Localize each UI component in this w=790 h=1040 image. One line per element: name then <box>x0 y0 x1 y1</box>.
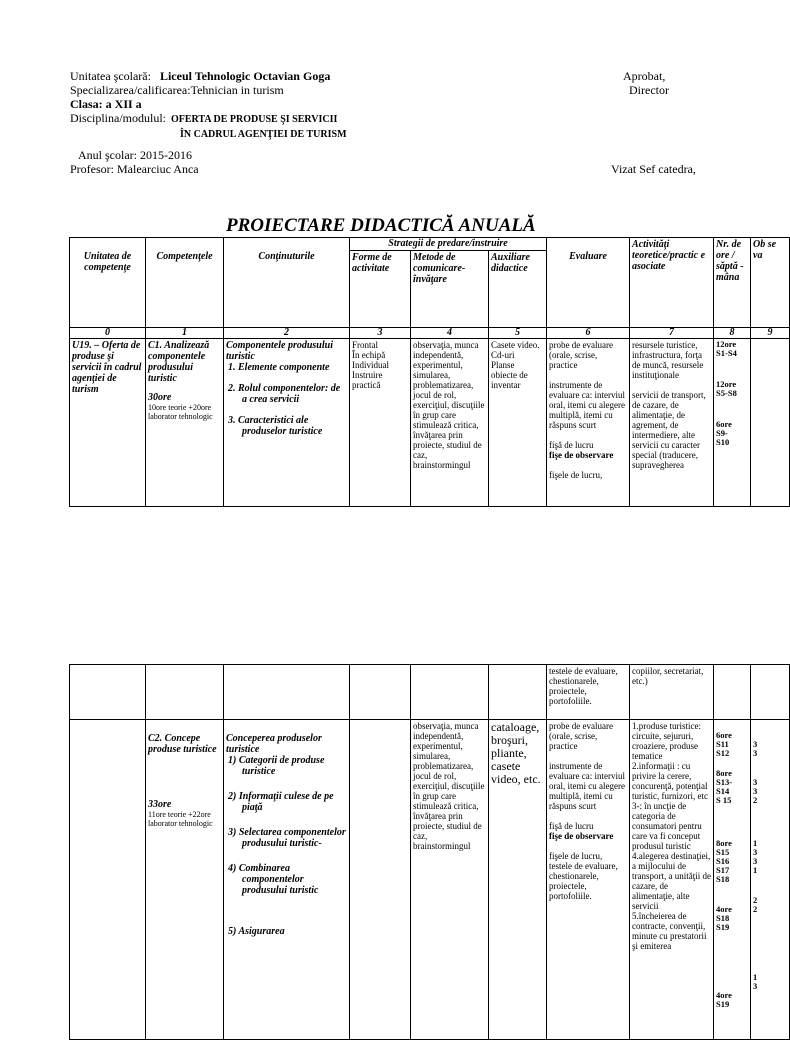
obs-entry: 3 3 <box>753 739 758 758</box>
header-forms: Forme de activitate <box>350 251 411 328</box>
eval-text: fişă de lucru <box>549 440 594 450</box>
evaluation-cell <box>547 339 630 507</box>
content-title: Conceperea produselor turistice <box>226 733 322 755</box>
competence-title: C1. Analizează componentele produsului turistic <box>148 340 210 384</box>
empty-cell <box>70 720 146 1040</box>
header-activities: Activităţi teoretice/practic e asociate <box>630 238 714 328</box>
class: Clasa: a XII a <box>70 97 142 111</box>
obs-entry: 2 2 <box>753 895 758 914</box>
column-number: 1 <box>146 328 224 339</box>
aux-cell: cataloage, broşuri, pliante, casete video, etc. <box>489 720 547 1040</box>
column-number: 9 <box>751 328 790 339</box>
activity-text: servicii de transport, de cazare, de alimentaţie, de agrement, de intermediere, alte servicii cu caracter special (traducere, supravegherea <box>632 390 706 470</box>
school-unit <box>70 69 330 83</box>
header-methods: Metode de comunicare-învăţare <box>411 251 489 328</box>
table-row <box>70 339 790 507</box>
hours-entry: 12ore S5-S8 <box>716 379 737 398</box>
activities-cell <box>630 720 714 1040</box>
observations-cell <box>751 339 790 507</box>
teacher: Profesor: Malearciuc Anca <box>70 162 199 176</box>
content-item: 3) Selectarea componentelor produsului turistic- <box>228 827 346 849</box>
column-number: 3 <box>350 328 411 339</box>
column-number: 7 <box>630 328 714 339</box>
school-unit-value: Liceul Tehnologic Octavian Goga <box>159 69 331 83</box>
school-year: Anul şcolar: 2015-2016 <box>78 148 192 162</box>
competence-cell <box>146 720 224 1040</box>
eval-text: fişele de lucru, testele de evaluare, chestionarele, proiectele, portofoliile. <box>549 851 618 901</box>
empty-cell <box>751 665 790 720</box>
header-content: Conţinuturile <box>224 238 350 328</box>
eval-text-bold: fişe de observare <box>549 831 614 841</box>
hours-entry: 6ore S9- S10 <box>716 419 732 447</box>
column-number: 4 <box>411 328 489 339</box>
hours-entry: 4ore S19 <box>716 990 732 1009</box>
content-cell <box>224 720 350 1040</box>
approved-label: Aprobat, <box>623 69 666 83</box>
content-item: 4) Combinarea componentelor produsului turistic <box>228 863 319 896</box>
obs-entry: 3 3 2 <box>753 777 758 805</box>
discipline <box>70 111 337 127</box>
unit-cell: U19. – Oferta de produse şi servicii în cadrul agenţiei de turism <box>70 339 146 507</box>
column-number-row <box>70 328 790 339</box>
column-number: 2 <box>224 328 350 339</box>
activity-text: 1.produse turistice: circuite, sejururi, croaziere, produse tematice <box>632 721 701 761</box>
observations-cell <box>751 720 790 1040</box>
evaluation-cell <box>547 720 630 1040</box>
content-item: 1) Categorii de produse turistice <box>228 755 325 777</box>
eval-text: probe de evaluare (orale, scrise, practice <box>549 721 613 751</box>
column-number: 5 <box>489 328 547 339</box>
obs-entry: 1 3 <box>753 972 758 991</box>
header-competences: Competenţele <box>146 238 224 328</box>
header-aux: Auxiliare didactice <box>489 251 547 328</box>
empty-cell <box>489 665 547 720</box>
content-item: 1. Elemente componente <box>228 362 330 373</box>
discipline-line1: OFERTA DE PRODUSE ŞI SERVICII <box>171 114 338 125</box>
obs-entry: 1 3 3 1 <box>753 838 758 875</box>
hours-entry: 8ore S15 S16 S17 S18 <box>716 838 732 884</box>
empty-cell <box>224 665 350 720</box>
empty-cell <box>411 665 489 720</box>
header-hours: Nr. de ore / săptă - mâna <box>714 238 751 328</box>
empty-cell <box>714 665 751 720</box>
competence-hours: 30ore <box>148 392 172 403</box>
header-strategies: Strategii de predare/instruire <box>350 238 547 251</box>
hours-cell <box>714 339 751 507</box>
eval-text: instrumente de evaluare ca: interviul oral, itemi cu alegere multiplă, itemi cu răspuns scurt <box>549 380 625 430</box>
visa-label: Vizat Sef catedra, <box>611 162 696 176</box>
activity-text: 5.încheierea de contracte, convenţii, minute cu prestatorii şi emiterea <box>632 911 707 951</box>
discipline-line2: ÎN CADRUL AGENŢIEI DE TURISM <box>180 129 347 140</box>
forms-cell: Frontal În echipă Individual Instruire practică <box>350 339 411 507</box>
hours-entry: 6ore S11 S12 <box>716 730 732 758</box>
hours-entry: 8ore S13- S14 S 15 <box>716 768 733 805</box>
director-label: Director <box>629 83 669 97</box>
eval-text: fişele de lucru, <box>549 470 603 480</box>
content-cell <box>224 339 350 507</box>
empty-cell <box>146 665 224 720</box>
eval-text: fişă de lucru <box>549 821 594 831</box>
eval-text: instrumente de evaluare ca: interviul oral, itemi cu alegere multiplă, itemi cu răspuns scurt <box>549 761 625 811</box>
specialization: Specializarea/calificarea:Tehnician in turism <box>70 83 284 97</box>
activity-text: 4.alegerea destinaţiei, a mijlocului de transport, a unităţii de cazare, de alimentaţie, alte servicii <box>632 851 711 911</box>
competence-detail: 11ore teorie +22ore laborator tehnologic <box>148 810 213 828</box>
planning-table-part1 <box>69 237 790 507</box>
competence-cell <box>146 339 224 507</box>
activities-cell: copiilor, secretariat, etc.) <box>630 665 714 720</box>
header-observations: Ob se va <box>751 238 790 328</box>
column-number: 6 <box>547 328 630 339</box>
table-row <box>70 665 790 720</box>
hours-cell <box>714 720 751 1040</box>
empty-cell <box>350 665 411 720</box>
methods-cell: observaţia, munca independentă, experimentul, simularea, problematizarea, jocul de rol, exerciţiul, discuţiile în grup care stimulează critica, învăţarea prin proiecte, studiul de caz, brainstormingul <box>411 339 489 507</box>
competence-detail: 10ore teorie +20ore laborator tehnologic <box>148 403 213 421</box>
empty-cell <box>350 720 411 1040</box>
discipline-label: Disciplina/modulul: <box>70 111 166 125</box>
column-number: 0 <box>70 328 146 339</box>
empty-cell <box>70 665 146 720</box>
evaluation-cell: testele de evaluare, chestionarele, proiectele, portofoliile. <box>547 665 630 720</box>
competence-hours: 33ore <box>148 799 172 810</box>
activity-text: 2.informaţii : cu privire la cerere, concurenţă, potenţial turistic, furnizori, etc <box>632 761 708 801</box>
activity-text: 3-: în uncţie de categoria de consumatori pentru care va fi conceput produsul turistic <box>632 801 702 851</box>
eval-text-bold: fişe de observare <box>549 450 614 460</box>
hours-entry: 4ore S18 S19 <box>716 904 732 932</box>
competence-title: C2. Concepe produse turistice <box>148 733 217 755</box>
content-item: 2) Informaţii culese de pe piaţă <box>228 791 334 813</box>
school-unit-label: Unitatea şcolară: <box>70 69 151 83</box>
table-row <box>70 720 790 1040</box>
content-item: 5) Asigurarea <box>228 926 285 937</box>
activities-cell <box>630 339 714 507</box>
document-title: PROIECTARE DIDACTICĂ ANUALĂ <box>226 215 536 236</box>
planning-table-part2 <box>69 664 790 1040</box>
aux-cell: Casete video. Cd-uri Planse obiecte de inventar <box>489 339 547 507</box>
content-title: Componentele produsului turistic <box>226 340 333 362</box>
methods-cell: observaţia, munca independentă, experimentul, simularea, problematizarea, jocul de rol, exerciţiul, discuţiile în grup care stimulează critica, învăţarea prin proiecte, studiul de caz, brainstormingul <box>411 720 489 1040</box>
header-unit: Unitatea de competenţe <box>70 238 146 328</box>
activity-text: resursele turistice, infrastructura, forţa de muncă, resursele instituţionale <box>632 340 704 380</box>
column-number: 8 <box>714 328 751 339</box>
content-item: 2. Rolul componentelor: de a crea servicii <box>228 383 341 405</box>
eval-text: probe de evaluare (orale, scrise, practice <box>549 340 613 370</box>
header-evaluation: Evaluare <box>547 238 630 328</box>
hours-entry: 12ore S1-S4 <box>716 339 737 358</box>
content-item: 3. Caracteristici ale produselor turistice <box>228 415 323 437</box>
